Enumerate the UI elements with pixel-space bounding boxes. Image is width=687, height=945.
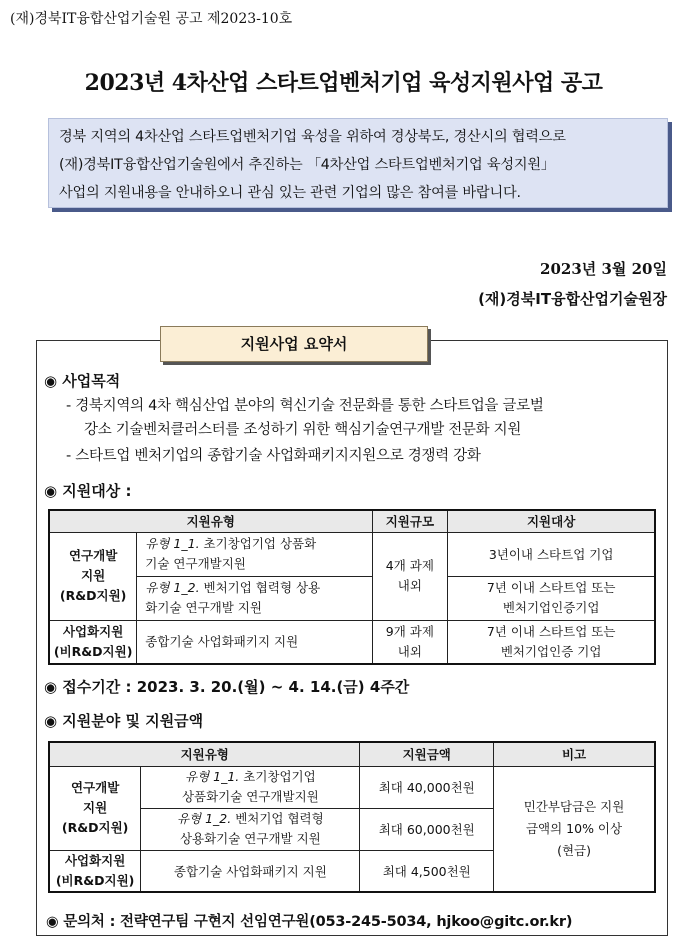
- target-1-1: 3년이내 스타트업 기업: [448, 532, 655, 576]
- notice-number: (재)경북IT융합산업기술원 공고 제2023-10호: [10, 11, 293, 27]
- rnd-category: 연구개발 지원 (R&D지원): [49, 766, 141, 850]
- application-period: ◉ 접수기간 : 2023. 3. 20.(월) ~ 4. 14.(금) 4주간: [44, 678, 410, 696]
- contact-info: ◉ 문의처 : 전략연구팀 구현지 선임연구원(053-245-5034, hjkoo@gitc.or.kr): [46, 914, 573, 930]
- intro-line: (재)경북IT융합산업기술원에서 추진하는 「4차산업 스타트업벤처기업 육성지원」: [59, 157, 555, 173]
- table-header: 지원대상: [448, 510, 655, 532]
- funding-table: [48, 741, 656, 893]
- type-1-1: 유형 1_1. 초기창업기업 상품화 기술 연구개발지원: [137, 532, 372, 576]
- funding-heading: ◉ 지원분야 및 지원금액: [44, 712, 204, 730]
- issuing-org: (재)경북IT융합산업기술원장: [478, 290, 667, 308]
- type-1-2: 유형 1_2. 벤처기업 협력형 상용 화기술 연구개발 지원: [137, 576, 372, 620]
- table-header: 지원규모: [372, 510, 448, 532]
- purpose-line: 강소 기술벤처클러스터를 조성하기 위한 핵심기술연구개발 전문화 지원: [84, 422, 522, 438]
- intro-line: 경북 지역의 4차산업 스타트업벤처기업 육성을 위하여 경상북도, 경산시의 협력으로: [59, 129, 566, 145]
- page-title: 2023년 4차산업 스타트업벤처기업 육성지원사업 공고: [84, 70, 603, 96]
- target-1-2: 7년 이내 스타트업 또는 벤처기업인증기업: [448, 576, 655, 620]
- type-2: 종합기술 사업화패키지 지원: [137, 620, 372, 664]
- target-2: 7년 이내 스타트업 또는 벤처기업인증 기업: [448, 620, 655, 664]
- table-header: 지원유형: [49, 510, 372, 532]
- type-1-2: 유형 1_2. 벤처기업 협력형 상용화기술 연구개발 지원: [141, 808, 360, 850]
- purpose-heading: ◉ 사업목적: [44, 372, 121, 390]
- intro-box: [48, 118, 668, 208]
- intro-line: 사업의 지원내용을 안내하오니 관심 있는 관련 기업의 많은 참여를 바랍니다.: [59, 185, 521, 201]
- purpose-line: - 스타트업 벤처기업의 종합기술 사업화패키지지원으로 경쟁력 강화: [66, 448, 481, 464]
- target-table: [48, 509, 656, 665]
- summary-label: 지원사업 요약서: [160, 326, 428, 362]
- biz-category: 사업화지원 (비R&D지원): [49, 850, 141, 892]
- table-header: 지원유형: [49, 742, 360, 766]
- amount-1-1: 최대 40,000천원: [360, 766, 494, 808]
- scale-biz: 9개 과제 내외: [372, 620, 448, 664]
- type-2: 종합기술 사업화패키지 지원: [141, 850, 360, 892]
- amount-2: 최대 4,500천원: [360, 850, 494, 892]
- notice-date: 2023년 3월 20일: [540, 260, 667, 278]
- table-header: 지원금액: [360, 742, 494, 766]
- amount-1-2: 최대 60,000천원: [360, 808, 494, 850]
- target-heading: ◉ 지원대상 :: [44, 482, 132, 500]
- funding-note: 민간부담금은 지원 금액의 10% 이상 (현금): [494, 766, 655, 892]
- rnd-category: 연구개발 지원 (R&D지원): [49, 532, 137, 620]
- type-1-1: 유형 1_1. 초기창업기업 상품화기술 연구개발지원: [141, 766, 360, 808]
- scale-rnd: 4개 과제 내외: [372, 532, 448, 620]
- table-header: 비고: [494, 742, 655, 766]
- purpose-line: - 경북지역의 4차 핵심산업 분야의 혁신기술 전문화를 통한 스타트업을 글로벌: [66, 398, 544, 414]
- biz-category: 사업화지원 (비R&D지원): [49, 620, 137, 664]
